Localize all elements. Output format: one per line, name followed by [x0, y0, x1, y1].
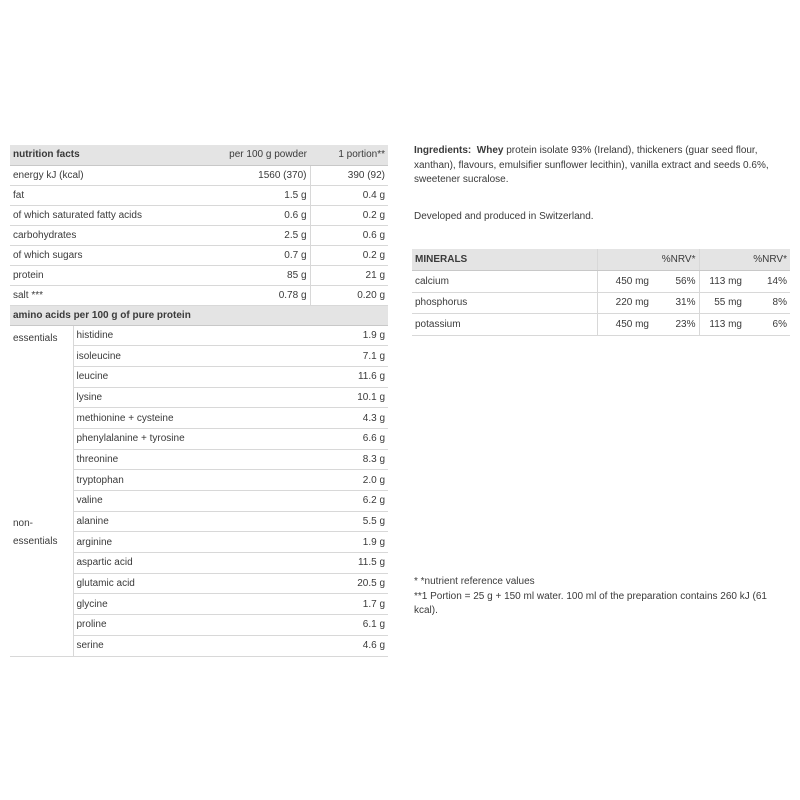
nutrition-row — [10, 285, 388, 305]
amino-name: serine — [73, 635, 310, 656]
amino-name: aspartic acid — [73, 553, 310, 574]
amino-value: 20.5 g — [310, 573, 388, 594]
mineral-nrv-100g: 23% — [652, 314, 699, 336]
amino-name: histidine — [73, 325, 310, 346]
ingredients-label: Ingredients: — [414, 145, 472, 156]
footnote-nrv: * *nutrient reference values — [414, 576, 535, 587]
amino-row — [10, 325, 388, 346]
nutrition-row — [10, 205, 388, 225]
amino-acids-header-row — [10, 305, 388, 325]
amino-value: 6.6 g — [310, 428, 388, 449]
minerals-header-label: MINERALS — [412, 249, 597, 271]
amino-value: 8.3 g — [310, 449, 388, 470]
amino-name: tryptophan — [73, 470, 310, 491]
minerals-header-nrv2: %NRV* — [745, 249, 790, 271]
nutrition-row — [10, 245, 388, 265]
minerals-header-blank — [597, 249, 652, 271]
row-value-portion: 0.20 g — [310, 285, 388, 305]
amino-name: leucine — [73, 366, 310, 387]
amino-name: glycine — [73, 594, 310, 615]
row-value-portion: 0.2 g — [310, 205, 388, 225]
amino-name: isoleucine — [73, 346, 310, 367]
row-value-portion: 21 g — [310, 265, 388, 285]
row-value-100g: 85 g — [210, 265, 310, 285]
amino-name: alanine — [73, 511, 310, 532]
row-label: fat — [10, 185, 210, 205]
nonessentials-group-label: non-essentials — [10, 511, 73, 656]
mineral-nrv-portion: 6% — [745, 314, 790, 336]
amino-name: arginine — [73, 532, 310, 553]
developed-note: Developed and produced in Switzerland. — [414, 211, 594, 222]
row-value-100g: 0.78 g — [210, 285, 310, 305]
mineral-name: phosphorus — [412, 292, 597, 314]
amino-value: 5.5 g — [310, 511, 388, 532]
nutrition-header-label: nutrition facts — [10, 145, 210, 165]
mineral-nrv-portion: 8% — [745, 292, 790, 314]
mineral-row — [412, 314, 790, 336]
essentials-group-label: essentials — [13, 332, 58, 344]
minerals-header-row — [412, 249, 790, 271]
mineral-name: calcium — [412, 271, 597, 293]
minerals-table — [412, 249, 790, 336]
mineral-amount-100g: 220 mg — [597, 292, 652, 314]
mineral-amount-100g: 450 mg — [597, 314, 652, 336]
ingredients-body: protein isolate 93% (Ireland), thickeners (guar seed flour, xanthan), flavours, emulsifier sunflower lecithin), vanilla extract and seeds 0.6%, sweetener sucralose. — [414, 145, 769, 185]
row-value-100g: 1560 (370) — [210, 165, 310, 185]
amino-value: 11.5 g — [310, 553, 388, 574]
amino-acids-header: amino acids per 100 g of pure protein — [10, 305, 388, 325]
row-value-100g: 0.7 g — [210, 245, 310, 265]
nutrition-header-col2: 1 portion** — [310, 145, 388, 165]
minerals-header-blank2 — [699, 249, 745, 271]
amino-value: 1.9 g — [310, 532, 388, 553]
mineral-row — [412, 271, 790, 293]
ingredients-bold-word: Whey — [476, 145, 504, 156]
row-label: of which sugars — [10, 245, 210, 265]
row-value-portion: 390 (92) — [310, 165, 388, 185]
row-value-100g: 2.5 g — [210, 225, 310, 245]
amino-name: methionine + cysteine — [73, 408, 310, 429]
row-label: of which saturated fatty acids — [10, 205, 210, 225]
row-value-portion: 0.4 g — [310, 185, 388, 205]
nutrition-row — [10, 225, 388, 245]
row-value-portion: 0.2 g — [310, 245, 388, 265]
nutrition-header-row — [10, 145, 388, 165]
mineral-name: potassium — [412, 314, 597, 336]
mineral-amount-portion: 113 mg — [699, 314, 745, 336]
row-label: salt *** — [10, 285, 210, 305]
amino-value: 1.9 g — [310, 325, 388, 346]
row-value-100g: 0.6 g — [210, 205, 310, 225]
amino-value: 7.1 g — [310, 346, 388, 367]
row-value-portion: 0.6 g — [310, 225, 388, 245]
amino-name: glutamic acid — [73, 573, 310, 594]
row-value-100g: 1.5 g — [210, 185, 310, 205]
amino-value: 2.0 g — [310, 470, 388, 491]
mineral-amount-100g: 450 mg — [597, 271, 652, 293]
minerals-header-nrv1: %NRV* — [652, 249, 699, 271]
amino-row — [10, 511, 388, 532]
mineral-nrv-100g: 31% — [652, 292, 699, 314]
ingredients-text — [414, 144, 792, 188]
amino-name: threonine — [73, 449, 310, 470]
amino-value: 1.7 g — [310, 594, 388, 615]
mineral-nrv-portion: 14% — [745, 271, 790, 293]
amino-name: lysine — [73, 387, 310, 408]
amino-value: 11.6 g — [310, 366, 388, 387]
amino-name: phenylalanine + tyrosine — [73, 428, 310, 449]
nutrition-header-col1: per 100 g powder — [210, 145, 310, 165]
row-label: carbohydrates — [10, 225, 210, 245]
amino-value: 6.2 g — [310, 491, 388, 512]
nutrition-facts-table — [10, 145, 388, 657]
amino-name: proline — [73, 615, 310, 636]
mineral-amount-portion: 55 mg — [699, 292, 745, 314]
amino-value: 10.1 g — [310, 387, 388, 408]
mineral-row — [412, 292, 790, 314]
footnotes — [414, 575, 792, 619]
amino-value: 4.3 g — [310, 408, 388, 429]
mineral-amount-portion: 113 mg — [699, 271, 745, 293]
mineral-nrv-100g: 56% — [652, 271, 699, 293]
nutrition-row — [10, 265, 388, 285]
amino-value: 4.6 g — [310, 635, 388, 656]
footnote-portion: **1 Portion = 25 g + 150 ml water. 100 ml of the preparation contains 260 kJ (61 kcal). — [414, 590, 767, 616]
amino-value: 6.1 g — [310, 615, 388, 636]
row-label: energy kJ (kcal) — [10, 165, 210, 185]
nutrition-row — [10, 165, 388, 185]
amino-name: valine — [73, 491, 310, 512]
row-label: protein — [10, 265, 210, 285]
nutrition-row — [10, 185, 388, 205]
